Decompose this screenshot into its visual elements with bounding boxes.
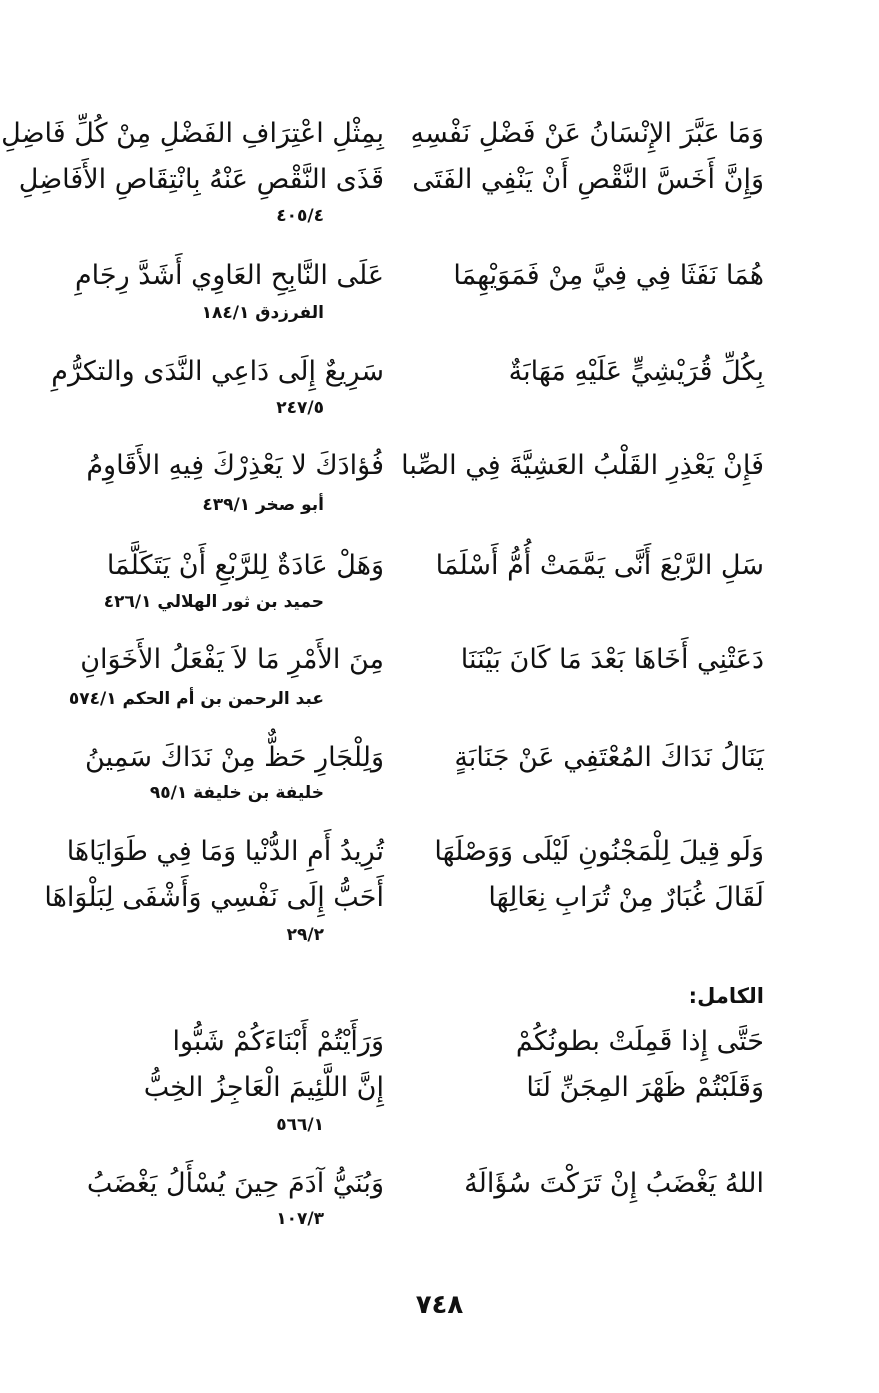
- verse-left: وَبُنَيُّ آدَمَ حِينَ يُسْأَلُ يَغْضَبُ: [86, 1168, 384, 1199]
- verse-right: سَلِ الرَّبْعَ أَنَّى يَمَّمَتْ أُمُّ أَسْلَمَا: [435, 550, 764, 581]
- citation: عبد الرحمن بن أم الحكم ٥٧٤/١: [68, 689, 324, 709]
- verse-left: وَلِلْجَارِ حَظٌّ مِنْ نَدَاكَ سَمِينُ: [85, 742, 384, 773]
- verse-right: وَمَا عَبَّرَ الإِنْسَانُ عَنْ فَضْلِ نَفْسِهِ: [410, 118, 764, 149]
- verse-left: إِنَّ اللَّئِيمَ الْعَاجِزُ الخِبُّ: [143, 1072, 384, 1103]
- verse-left: تُرِيدُ أَمِ الدُّنْيا وَمَا فِي طَوَايَاهَا: [66, 836, 384, 867]
- verse-left: وَهَلْ عَادَةٌ لِلرَّبْعِ أَنْ يَتَكَلَّمَا: [106, 550, 384, 581]
- citation: أبو صخر ٤٣٩/١: [202, 495, 324, 515]
- verse-right: دَعَتْنِي أَخَاهَا بَعْدَ مَا كَانَ بَيْنَنَا: [460, 644, 764, 675]
- verse-right: يَنَالُ نَدَاكَ المُعْتَفِي عَنْ جَنَابَةٍ: [454, 742, 764, 773]
- verse-right: وَقَلَبْتُمْ ظَهْرَ المِجَنِّ لَنَا: [526, 1072, 764, 1103]
- verse-right: وَلَو قِيلَ لِلْمَجْنُونِ لَيْلَى وَوَصْلَهَا: [434, 836, 764, 867]
- verse-right: بِكُلِّ قُرَيْشِيٍّ عَلَيْهِ مَهَابَةٌ: [508, 356, 764, 387]
- citation: حميد بن ثور الهلالي ٤٢٦/١: [103, 592, 324, 612]
- verse-right: وَإِنَّ أَخَسَّ النَّقْصِ أَنْ يَنْفِي الفَتَى: [412, 164, 764, 195]
- verse-left: أَحَبُّ إِلَى نَفْسِي وَأَشْفَى لِبَلْوَاهَا: [44, 882, 384, 913]
- verse-left: عَلَى النَّابِحِ العَاوِي أَشَدَّ رِجَامِ: [74, 260, 384, 291]
- verse-right: لَقَالَ غُبَارٌ مِنْ تُرَابِ نِعَالِهَا: [488, 882, 764, 913]
- verse-left: بِمِثْلِ اعْتِرَافِ الفَضْلِ مِنْ كُلِّ فَاضِلِ: [1, 118, 384, 149]
- citation: ٤٠٥/٤: [276, 206, 324, 226]
- citation: ٢٤٧/٥: [276, 398, 324, 418]
- page-number: ٧٤٨: [415, 1290, 464, 1320]
- verse-right: حَتَّى إِذا قَمِلَتْ بطونُكُمْ: [515, 1026, 764, 1057]
- verse-right: هُمَا نَفَثَا فِي فِيَّ مِنْ فَمَوَيْهِمَا: [453, 260, 764, 291]
- verse-left: مِنَ الأَمْرِ مَا لاَ يَفْعَلُ الأَخَوَانِ: [80, 644, 384, 675]
- verse-right: اللهُ يَغْضَبُ إِنْ تَرَكْتَ سُؤَالَهُ: [464, 1168, 764, 1199]
- verse-left: فُؤادَكَ لا يَعْذِرْكَ فِيهِ الأَقَاوِمُ: [86, 450, 384, 481]
- verse-left: سَرِيعٌ إِلَى دَاعِي النَّدَى والتكرُّمِ: [51, 356, 384, 387]
- verse-right: فَإِنْ يَعْذِرِ القَلْبُ العَشِيَّةَ فِي الصِّبا: [401, 450, 764, 481]
- verse-left: قَذَى النَّقْصِ عَنْهُ بِانْتِقَاصِ الأَفَاضِلِ: [18, 164, 384, 195]
- citation: ١٠٧/٣: [276, 1209, 324, 1229]
- citation: الفرزدق ١٨٤/١: [201, 303, 324, 323]
- verse-left: وَرَأَيْتُمْ أَبْنَاءَكُمْ شَبُّوا: [172, 1026, 384, 1057]
- citation: ٥٦٦/١: [276, 1115, 324, 1135]
- citation: ٢٩/٢: [286, 925, 324, 945]
- section-heading: الكامل:: [688, 984, 764, 1008]
- citation: خليفة بن خليفة ٩٥/١: [149, 783, 324, 803]
